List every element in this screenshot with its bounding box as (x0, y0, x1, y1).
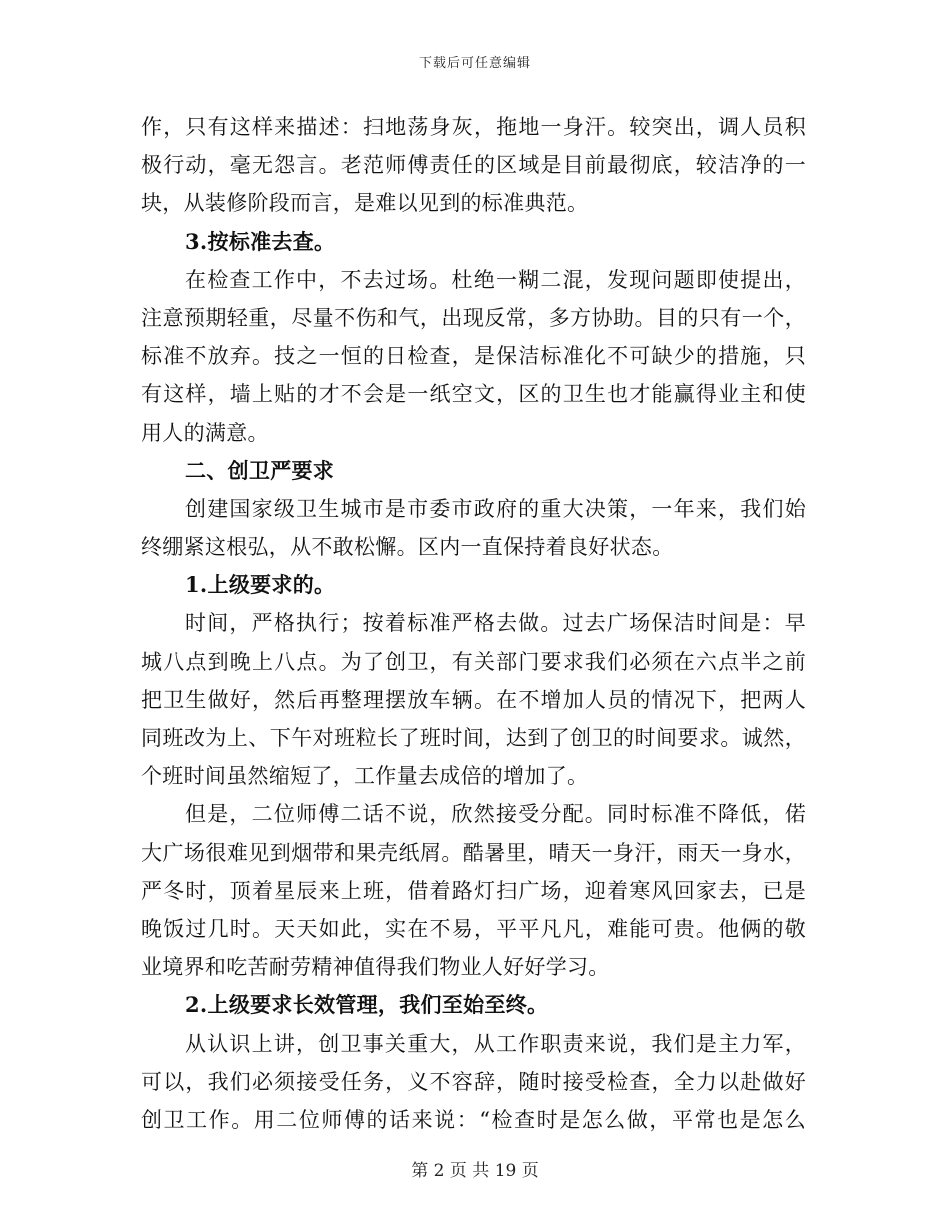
body-line: 严冬时，顶着星辰来上班，借着路灯扫广场，迎着寒风回家去，已是 (141, 878, 806, 903)
section-heading: 1.上级要求的。 (185, 572, 336, 598)
body-line: 城八点到晚上八点。为了创卫，有关部门要求我们必须在六点半之前 (141, 649, 806, 674)
section-heading: 3.按标准去查。 (185, 228, 336, 254)
body-line: 标准不放弃。技之一恒的日检查，是保洁标准化不可缺少的措施，只 (141, 344, 806, 369)
paragraph-first-line: 从认识上讲，创卫事关重大，从工作职责来说，我们是主力军， (185, 1031, 806, 1056)
body-line: 极行动，毫无怨言。老范师傅责任的区域是目前最彻底，较洁净的一 (141, 153, 806, 178)
page-footer: 第 2 页 共 19 页 (411, 1161, 539, 1181)
paragraph-first-line: 在检查工作中，不去过场。杜绝一糊二混，发现问题即使提出， (185, 267, 806, 292)
body-line: 同班改为上、下午对班粒长了班时间，达到了创卫的时间要求。诚然， (141, 726, 806, 750)
body-line: 块，从装修阶段而言，是难以见到的标准典范。 (141, 191, 589, 216)
paragraph-first-line: 时间，严格执行；按着标准严格去做。过去广场保洁时间是：早 (185, 611, 806, 636)
body-line: 可以，我们必须接受任务，义不容辞，随时接受检查，全力以赴做好 (141, 1069, 806, 1094)
body-line: 终绷紧这根弘，从不敢松懈。区内一直保持着良好状态。 (141, 535, 674, 560)
body-line: 有这样，墙上贴的才不会是一纸空文，区的卫生也才能赢得业主和使 (141, 382, 806, 407)
body-line: 晚饭过几时。天天如此，实在不易，平平凡凡，难能可贵。他俩的敬 (141, 916, 806, 941)
paragraph-first-line: 但是，二位师傅二话不说，欣然接受分配。同时标准不降低，偌 (185, 802, 806, 827)
paragraph-first-line: 创建国家级卫生城市是市委市政府的重大决策，一年来，我们始 (185, 496, 806, 521)
chapter-heading: 二、创卫严要求 (185, 457, 335, 483)
body-line: 创卫工作。用二位师傅的话来说：“检查时是怎么做，平常也是怎么 (141, 1107, 806, 1132)
page-header: 下载后可任意编辑 (418, 56, 531, 71)
section-heading: 2.上级要求长效管理，我们至始至终。 (185, 992, 549, 1018)
body-line: 大广场很难见到烟带和果壳纸屑。酷暑里，晴天一身汗，雨天一身水， (141, 840, 806, 865)
body-line: 个班时间虽然缩短了，工作量去成倍的增加了。 (141, 764, 589, 789)
body-line: 用人的满意。 (141, 420, 269, 445)
body-line: 把卫生做好，然后再整理摆放车辆。在不增加人员的情况下，把两人 (141, 687, 806, 712)
body-line: 注意预期轻重，尽量不伤和气，出现反常，多方协助。目的只有一个， (141, 305, 806, 330)
document-body (141, 108, 806, 1139)
body-line: 业境界和吃苦耐劳精神值得我们物业人好好学习。 (141, 955, 610, 980)
body-line: 作，只有这样来描述：扫地荡身灰，拖地一身汗。较突出，调人员积 (141, 115, 806, 139)
